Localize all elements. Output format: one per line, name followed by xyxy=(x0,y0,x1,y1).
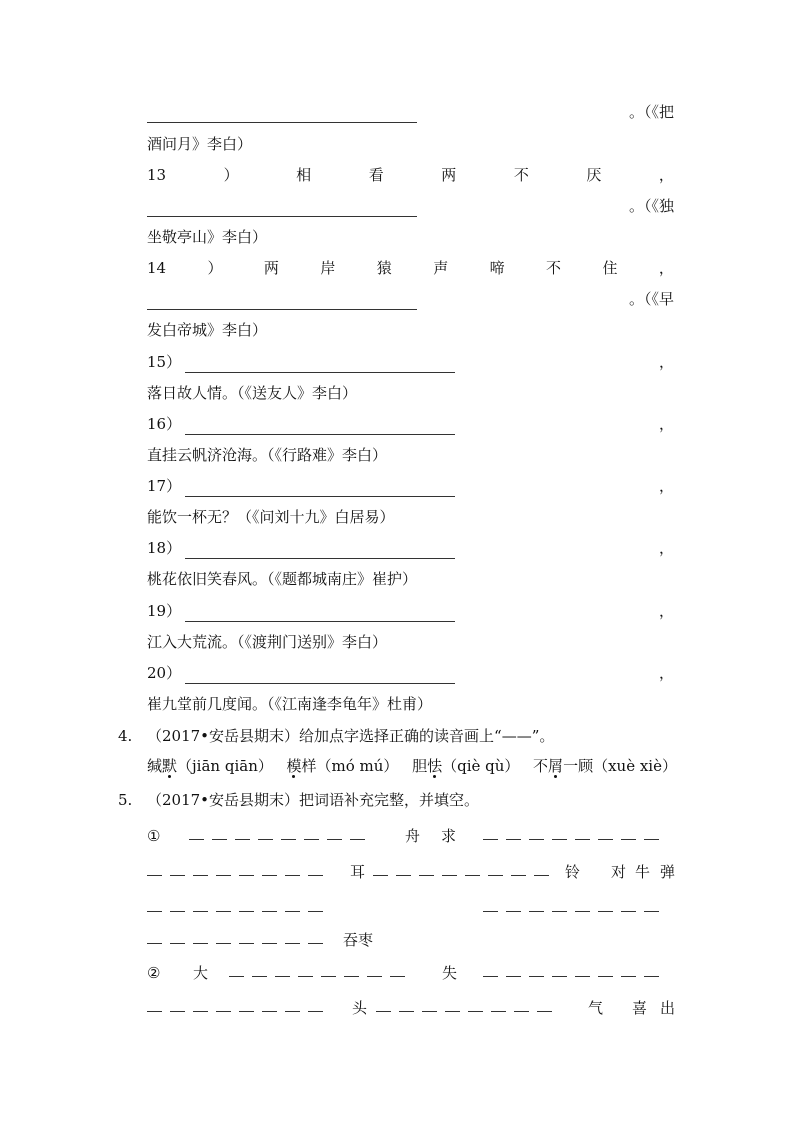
item18-line[interactable]: 18） ， xyxy=(147,539,674,557)
q5-part1-row2[interactable]: 耳 铃 对 牛 弹 xyxy=(147,861,674,883)
item15-line[interactable]: 15） ， xyxy=(147,353,674,371)
q4-word-2[interactable]: 模样（mó mú） xyxy=(286,757,399,775)
blank-dashes[interactable] xyxy=(147,929,323,944)
item17-line[interactable]: 17） ， xyxy=(147,477,674,495)
q5-part1-row3[interactable] xyxy=(147,897,674,919)
item14-end: 。（《早 xyxy=(628,290,674,308)
q4-word-1[interactable]: 缄默（jiān qiān） xyxy=(147,757,273,775)
q5-heading xyxy=(118,789,678,811)
blank-dashes[interactable] xyxy=(189,825,365,840)
item16-num: 16） xyxy=(147,415,182,433)
item17-num: 17） xyxy=(147,477,182,495)
item20-second: 崔九堂前几度闻。（《江南逢李龟年》杜甫） xyxy=(147,695,433,713)
item12-source: 酒问月》李白） xyxy=(147,135,253,153)
item12-blank-line[interactable] xyxy=(147,101,674,123)
blank-dashes[interactable] xyxy=(483,825,659,840)
blank-dashes[interactable] xyxy=(147,861,323,876)
blank-dashes[interactable] xyxy=(483,897,659,912)
item16-line[interactable]: 16） ， xyxy=(147,415,674,433)
circled-one-marker: ① xyxy=(147,827,161,845)
blank-dashes[interactable] xyxy=(229,962,405,977)
item13-source: 坐敬亭山》李白） xyxy=(147,228,268,246)
blank-dashes[interactable] xyxy=(483,962,659,977)
blank-dashes[interactable] xyxy=(147,108,417,123)
q4-word-4[interactable]: 不屑一顾（xuè xiè） xyxy=(533,757,677,775)
item20-line[interactable]: 20） ， xyxy=(147,664,674,682)
item14-source: 发白帝城》李白） xyxy=(147,321,268,339)
item14-blank-line[interactable] xyxy=(147,288,674,310)
q5-part2-row2[interactable]: 头 气 喜 出 xyxy=(147,997,674,1019)
q5-part2-row1[interactable]: ② 大 失 xyxy=(147,962,674,984)
item18-second: 桃花依旧笑春风。（《题都城南庄》崔护） xyxy=(147,570,418,588)
blank-dashes[interactable] xyxy=(147,897,323,912)
blank-dashes[interactable] xyxy=(373,861,549,876)
item13-end: 。（《独 xyxy=(628,197,674,215)
item17-second: 能饮一杯无？（《问刘十九》白居易） xyxy=(147,508,395,526)
q4-options xyxy=(147,755,677,777)
q5-part1-row1[interactable]: ① 舟 求 xyxy=(147,825,674,847)
item13-blank-line[interactable] xyxy=(147,195,674,217)
item18-num: 18） xyxy=(147,539,182,557)
q5-number: 5. xyxy=(118,791,133,809)
item13-line: 13 ） 相 看 两 不 厌 ， xyxy=(147,166,674,184)
q4-prompt: （2017•安岳县期末）给加点字选择正确的读音画上“——”。 xyxy=(147,727,555,745)
q5-part1-row4[interactable]: 吞枣 xyxy=(147,929,674,951)
blank-dashes[interactable] xyxy=(147,295,417,310)
item15-second: 落日故人情。（《送友人》李白） xyxy=(147,384,358,402)
blank-dashes[interactable] xyxy=(147,202,417,217)
q5-prompt: （2017•安岳县期末）把词语补充完整，并填空。 xyxy=(147,791,480,809)
item12-end: 。（《把 xyxy=(628,103,674,121)
item15-num: 15） xyxy=(147,353,182,371)
item19-second: 江入大荒流。（《渡荆门送别》李白） xyxy=(147,633,388,651)
blank-dashes[interactable] xyxy=(376,997,552,1012)
q4-number: 4. xyxy=(118,727,133,745)
circled-two-marker: ② xyxy=(147,964,161,982)
blank-dashes[interactable] xyxy=(147,997,323,1012)
item19-num: 19） xyxy=(147,602,182,620)
q4-heading xyxy=(118,725,678,747)
item14-line: 14 ） 两 岸 猿 声 啼 不 住 ， xyxy=(147,259,674,277)
item20-num: 20） xyxy=(147,664,182,682)
item16-second: 直挂云帆济沧海。（《行路难》李白） xyxy=(147,446,388,464)
item19-line[interactable]: 19） ， xyxy=(147,602,674,620)
q4-word-3[interactable]: 胆怯（qiè qù） xyxy=(412,757,520,775)
